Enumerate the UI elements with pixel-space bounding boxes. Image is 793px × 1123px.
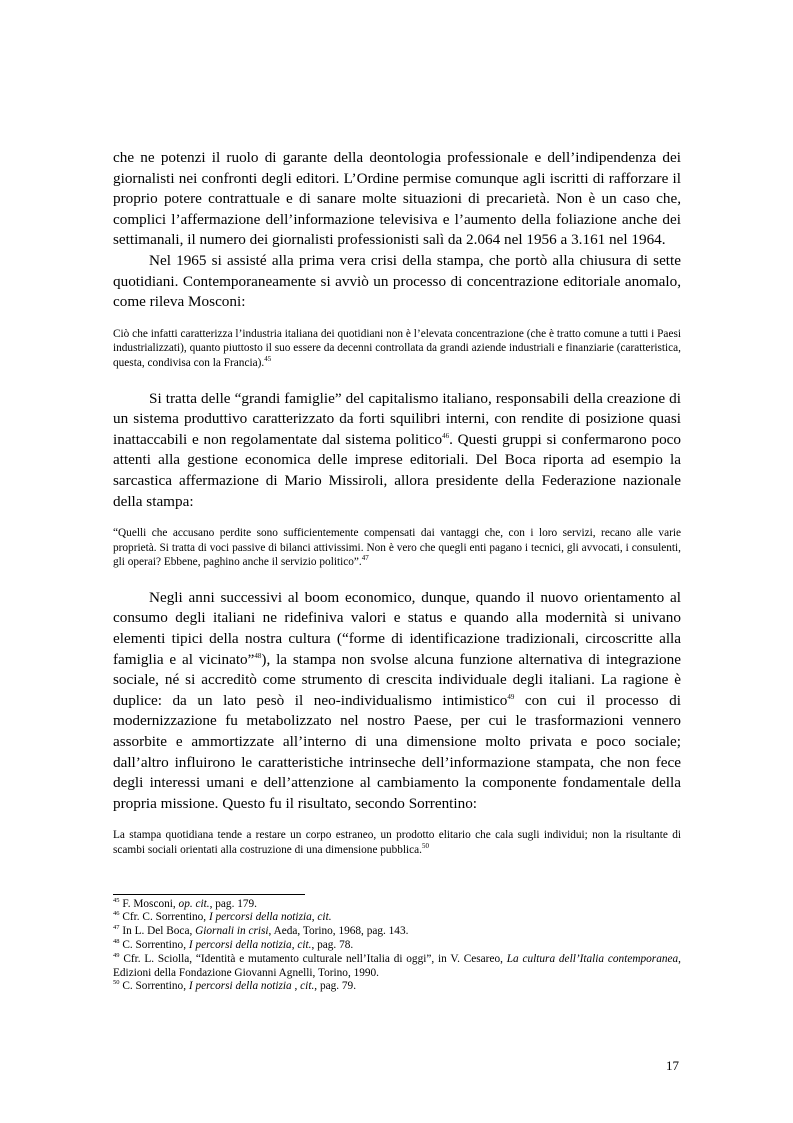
footnote-ref: 49 xyxy=(507,692,515,701)
block-quote-mosconi xyxy=(113,327,681,371)
footnote-text: Cfr. C. Sorrentino, xyxy=(122,911,209,924)
quote-text: La stampa quotidiana tende a restare un corpo estraneo, un prodotto elitario che cala sugli individui; non la risultante di scambi sociali orientati alla costruzione di una dimensione pubblica. xyxy=(113,829,681,856)
footnote-ref: 45 xyxy=(264,355,272,364)
footnote-48 xyxy=(113,939,681,953)
footnote-text: C. Sorrentino, xyxy=(122,938,189,951)
block-quote-sorrentino xyxy=(113,828,681,857)
footnote-text: C. Sorrentino, xyxy=(122,980,189,993)
footnote-number: 46 xyxy=(113,910,120,918)
footnote-47 xyxy=(113,925,681,939)
footnote-italic: op. cit. xyxy=(178,897,210,910)
paragraph-text: Negli anni successivi al boom economico, dunque, quando il nuovo orientamento al consumo degli italiani ne ridefiniva valori e status e quando alla modernità si univano elementi tipici della nostra cultura (“forme di identificazione tradizionali, circoscritte alla famiglia e al vicinato” xyxy=(113,588,681,668)
footnote-italic: cit. xyxy=(297,938,312,951)
footnote-italic: I percorsi della notizia xyxy=(188,980,292,993)
quote-text: Ciò che infatti caratterizza l’industria italiana dei quotidiani non è l’elevata concentrazione (che è tratto comune a tutti i Paesi industrializzati), quanto piuttosto il suo essere da decenni controllata da grandi aziende industriali e finanziarie (caratteristica, questa, condivisa con la Francia). xyxy=(113,327,681,369)
footnote-italic: cit. xyxy=(317,911,332,924)
footnote-ref: 50 xyxy=(422,842,430,851)
footnotes xyxy=(113,898,681,995)
footnote-46 xyxy=(113,911,681,925)
footnote-text: In L. Del Boca, xyxy=(122,925,196,938)
paragraph-4 xyxy=(113,588,681,815)
footnote-text: , pag. 78. xyxy=(311,938,354,951)
footnote-45 xyxy=(113,898,681,912)
footnote-number: 50 xyxy=(113,979,120,987)
footnote-text: , pag. 179. xyxy=(209,897,257,910)
footnote-text: , xyxy=(291,938,298,951)
footnote-50 xyxy=(113,980,681,994)
footnote-ref: 47 xyxy=(361,554,369,563)
footnote-text: F. Mosconi, xyxy=(122,897,179,910)
footnote-italic: I percorsi della notizia xyxy=(188,938,292,951)
footnote-number: 45 xyxy=(113,896,120,904)
paragraph-1: che ne potenzi il ruolo di garante della deontologia professionale e dell’indipendenza dei giornalisti nei confronti degli editori. L’Ordine permise comunque agli iscritti di rafforzare il proprio potere contrattuale e di sanare molte situazioni di precarietà. Non è un caso che, complici l’affermazione dell’informazione televisiva e l’aumento della foliazione anche dei settimanali, il numero dei giornalisti professionisti salì da 2.064 nel 1956 a 3.161 nel 1964. xyxy=(113,149,681,249)
footnote-49 xyxy=(113,953,681,981)
block-quote-missiroli xyxy=(113,526,681,570)
footnote-italic: La cultura dell’Italia contemporanea xyxy=(506,952,679,965)
quote-text: “Quelli che accusano perdite sono sufficientemente compensati dai vantaggi che, con i loro servizi, recano alle varie proprietà. Si tratta di voci passive di bilanci attivissimi. Non è vero che quegli enti pagano i tecnici, gli avvocati, i consulenti, gli operai? Ebbene, paghino anche il servizio politico”. xyxy=(113,527,681,569)
footnote-italic: cit. xyxy=(300,980,315,993)
footnote-ref: 48 xyxy=(254,651,262,660)
paragraph-text: Si tratta delle “grandi famiglie” del capitalismo italiano, responsabili della creazione di un sistema produttivo caratterizzato da forti squilibri interni, con rendite di posizione quasi inattaccabili e non regolamentate dal sistema politico xyxy=(113,389,681,448)
footnote-text: , Edizioni della Fondazione Giovanni Agnelli, Torino, 1990. xyxy=(113,952,681,979)
footnote-ref: 46 xyxy=(442,431,450,440)
footnote-number: 48 xyxy=(113,938,120,946)
paragraph-2: Nel 1965 si assisté alla prima vera crisi della stampa, che portò alla chiusura di sette quotidiani. Contemporaneamente si avviò un processo di concentrazione editoriale anomalo, come rileva Mosconi: xyxy=(113,251,681,311)
footnote-text: , xyxy=(311,911,318,924)
footnote-italic: I percorsi della notizia xyxy=(208,911,312,924)
footnote-italic: Giornali in crisi xyxy=(195,925,269,938)
page-content xyxy=(113,148,681,994)
paragraph-text: con cui il processo di modernizzazione fu metabolizzato nel nostro Paese, per cui le trasformazioni vennero assorbite e ammortizzate all’interno di una dimensione molto privata e poco sociale; dall’altro influirono le caratteristiche intrinseche dell’informazione stampata, che non fece degli interessi umani e dell’attenzione al cambiamento la componente fondamentale della propria missione. Questo fu il risultato, secondo Sorrentino: xyxy=(113,691,681,812)
footnote-number: 47 xyxy=(113,924,120,932)
footnote-text: , xyxy=(291,980,301,993)
paragraph-text: ), la stampa non svolse alcuna funzione alternativa di integrazione sociale, né si accreditò come strumento di crescita individuale degli italiani. La ragione è duplice: da un lato pesò il neo-individualismo intimistico xyxy=(113,650,681,709)
footnote-text: , pag. 79. xyxy=(314,980,357,993)
footnote-text: Cfr. L. Sciolla, “Identità e mutamento culturale nell’Italia di oggi”, in V. Cesareo, xyxy=(123,952,507,965)
footnote-text: , Aeda, Torino, 1968, pag. 143. xyxy=(268,925,409,938)
footnote-number: 49 xyxy=(113,952,120,960)
paragraph-3 xyxy=(113,389,681,513)
page-number: 17 xyxy=(666,1058,679,1073)
paragraph-text: . Questi gruppi si confermarono poco attenti alla gestione economica delle imprese editoriali. Del Boca riporta ad esempio la sarcastica affermazione di Mario Missiroli, allora presidente della Federazione nazionale della stampa: xyxy=(113,430,681,510)
